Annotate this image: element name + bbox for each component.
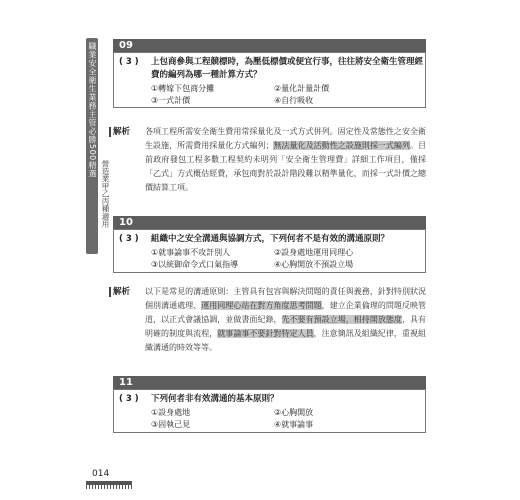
explanation-label: 解析 xyxy=(113,127,131,137)
explanation-text: 各項工程所需安全衛生費用常採量化及一式方式併列。固定性及常態性之安全衛生設施，所需費用採量化方式編列；無法量化及活動性之設施則採一式編列。目前政府發包工程多數工程契約未明列「安全衛生管理費」詳細工作項目，僅採「乙式」方式概估經費，承包商對於設計階段難以精準量化，而採一式計價之總價結算工項。 xyxy=(145,127,427,192)
option-2: ②設身處地運用同理心 xyxy=(274,248,354,257)
option-2: ②心胸開放 xyxy=(274,408,314,417)
highlight: 無法量化及活動性之設施則採一式編列 xyxy=(273,141,410,150)
option-4: ④自行吸收 xyxy=(274,96,314,105)
highlight: 先不要有預設立場，相持開放態度 xyxy=(281,315,402,324)
explanation-label: 解析 xyxy=(113,287,131,297)
question-stem: 下列何者非有效溝通的基本原則？ xyxy=(151,394,279,404)
answer-mark: ( 3 ) xyxy=(119,234,139,244)
option-3: ③一式計價 xyxy=(151,96,191,105)
question-box xyxy=(113,389,426,433)
question-number-bar xyxy=(113,376,426,389)
footer-ticks xyxy=(86,485,132,489)
question-stem: 組織中之安全溝通與協調方式，下列何者不是有效的溝通原則？ xyxy=(151,234,390,244)
option-4: ④心胸開放不預設立場 xyxy=(274,260,354,269)
answer-mark: ( 3 ) xyxy=(119,394,139,404)
question-stem: 上包商參與工程競標時，為壓低標價或便宜行事，往往將安全衛生管理經費的編列為哪一種計算方式？ xyxy=(151,57,424,80)
question-box xyxy=(113,52,426,108)
option-3: ③固執己見 xyxy=(151,420,191,429)
highlight: 就事論事不要針對特定人員 xyxy=(217,329,314,338)
answer-mark: ( 3 ) xyxy=(119,57,139,67)
option-4: ④就事論事 xyxy=(274,420,314,429)
page-number: 014 xyxy=(92,469,110,479)
option-1: ①就事論事不攻訐別人 xyxy=(151,248,231,257)
question-number: 10 xyxy=(119,217,133,228)
option-1: ①轉嫁下包商分攤 xyxy=(151,84,215,93)
side-subtitle: 營造業甲乙丙種適用 xyxy=(101,160,110,228)
question-number: 11 xyxy=(119,377,133,388)
question-number-bar xyxy=(113,39,426,52)
option-1: ①設身處地 xyxy=(151,408,191,417)
question-box xyxy=(113,229,426,273)
option-2: ②量化計量計價 xyxy=(274,84,330,93)
question-number-bar xyxy=(113,216,426,229)
question-number: 09 xyxy=(119,40,133,51)
option-3: ③以統御命令式口氣指導 xyxy=(151,260,239,269)
explanation-text: 以下是常見的溝通原則：主管具有包容與解決問題的責任與義務，針對特別狀況個別溝通處理、運用同理心站在對方角度思考問題，建立企業倫理的問題反映管道，以正式會議協調，並做書面紀錄，先不要有預設立場，相持開放態度，具有明確的制度與流程，就事論事不要針對特定人員，注意簡訊及組織紀律，重視組織溝通的時效等等。 xyxy=(145,287,427,352)
highlight: 運用同理心站在對方角度思考問題 xyxy=(201,301,322,310)
side-tab-title: 職業安全衛生業務主管必勝500精選 xyxy=(88,42,97,178)
